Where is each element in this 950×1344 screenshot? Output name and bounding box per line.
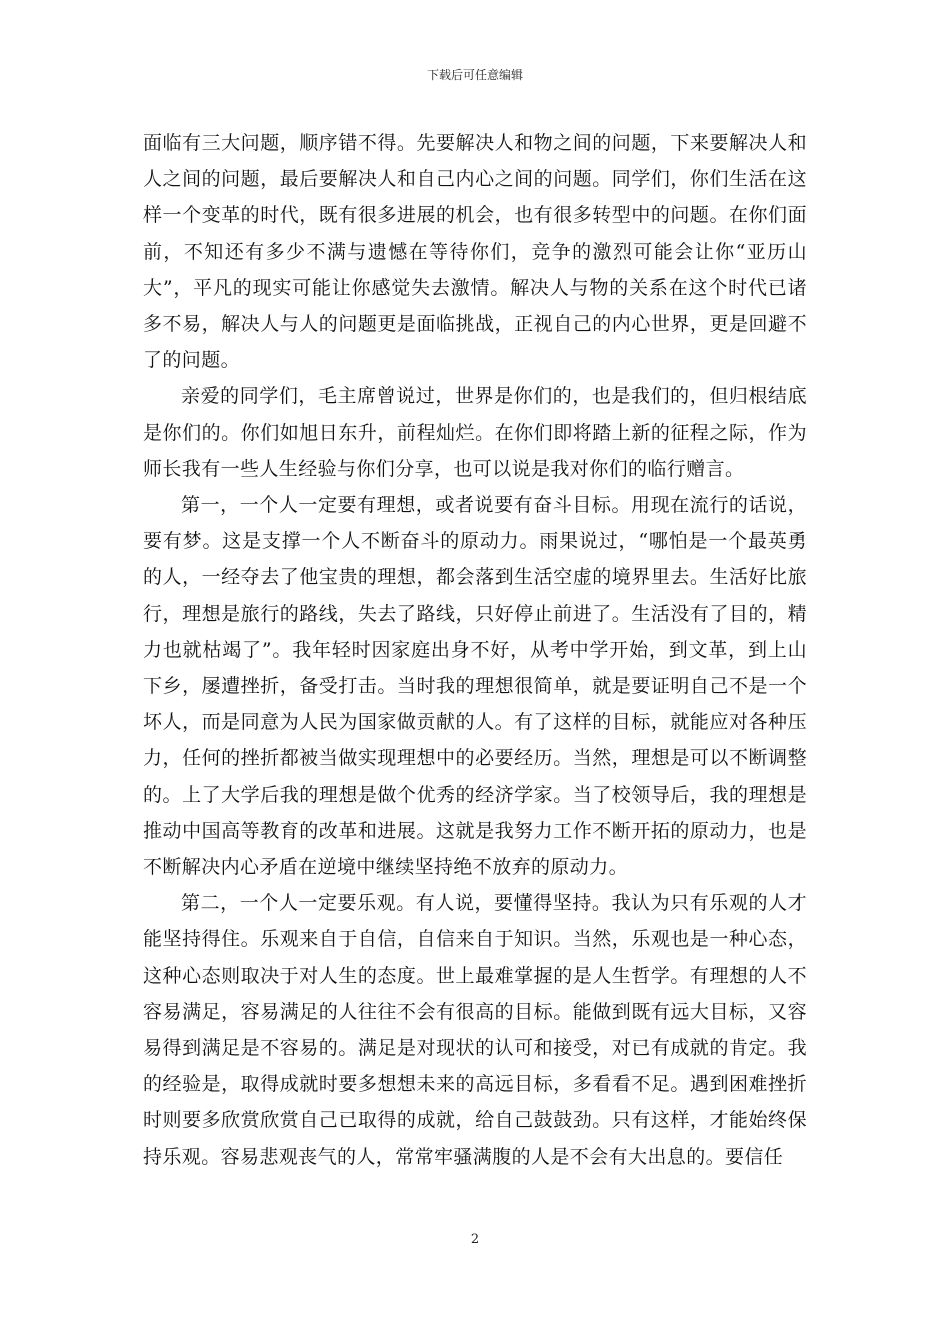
- page-number: 2: [470, 1232, 480, 1247]
- page-header: 下载后可任意编辑: [426, 68, 523, 82]
- paragraph-2: 亲爱的同学们，毛主席曾说过，世界是你们的，也是我们的，但归根结底是你们的。你们如旭日东升，前程灿烂。在你们即将踏上新的征程之际，作为师长我有一些人生经验与你们分享，也可以说是我对你们的临行赠言。: [143, 385, 807, 480]
- document-body: [143, 125, 807, 1175]
- paragraph-4: 第二，一个人一定要乐观。有人说，要懂得坚持。我认为只有乐观的人才能坚持得住。乐观来自于自信，自信来自于知识。当然，乐观也是一种心态，这种心态则取决于对人生的态度。世上最难掌握的是人生哲学。有理想的人不容易满足，容易满足的人往往不会有很高的目标。能做到既有远大目标，又容易得到满足是不容易的。满足是对现状的认可和接受，对已有成就的肯定。我的经验是，取得成就时要多想想未来的高远目标，多看看不足。遇到困难挫折时则要多欣赏欣赏自己已取得的成就，给自己鼓鼓劲。只有这样，才能始终保持乐观。容易悲观丧气的人，常常牢骚满腹的人是不会有大出息的。要信任: [143, 892, 807, 1168]
- paragraph-1: 面临有三大问题，顺序错不得。先要解决人和物之间的问题，下来要解决人和人之间的问题，最后要解决人和自己内心之间的问题。同学们，你们生活在这样一个变革的时代，既有很多进展的机会，也有很多转型中的问题。在你们面前，不知还有多少不满与遗憾在等待你们，竞争的激烈可能会让你“亚历山大”，平凡的现实可能让你感觉失去激情。解决人与物的关系在这个时代已诸多不易，解决人与人的问题更是面临挑战，正视自己的内心世界，更是回避不了的问题。: [143, 132, 807, 372]
- paragraph-3: 第一，一个人一定要有理想，或者说要有奋斗目标。用现在流行的话说，要有梦。这是支撑一个人不断奋斗的原动力。雨果说过，“哪怕是一个最英勇的人，一经夺去了他宝贵的理想，都会落到生活空虚的境界里去。生活好比旅行，理想是旅行的路线，失去了路线，只好停止前进了。生活没有了目的，精力也就枯竭了”。我年轻时因家庭出身不好，从考中学开始，到文革，到上山下乡，屡遭挫折，备受打击。当时我的理想很简单，就是要证明自己不是一个坏人，而是同意为人民为国家做贡献的人。有了这样的目标，就能应对各种压力，任何的挫折都被当做实现理想中的必要经历。当然，理想是可以不断调整的。上了大学后我的理想是做个优秀的经济学家。当了校领导后，我的理想是推动中国高等教育的改革和进展。这就是我努力工作不断开拓的原动力，也是不断解决内心矛盾在逆境中继续坚持绝不放弃的原动力。: [143, 494, 807, 879]
